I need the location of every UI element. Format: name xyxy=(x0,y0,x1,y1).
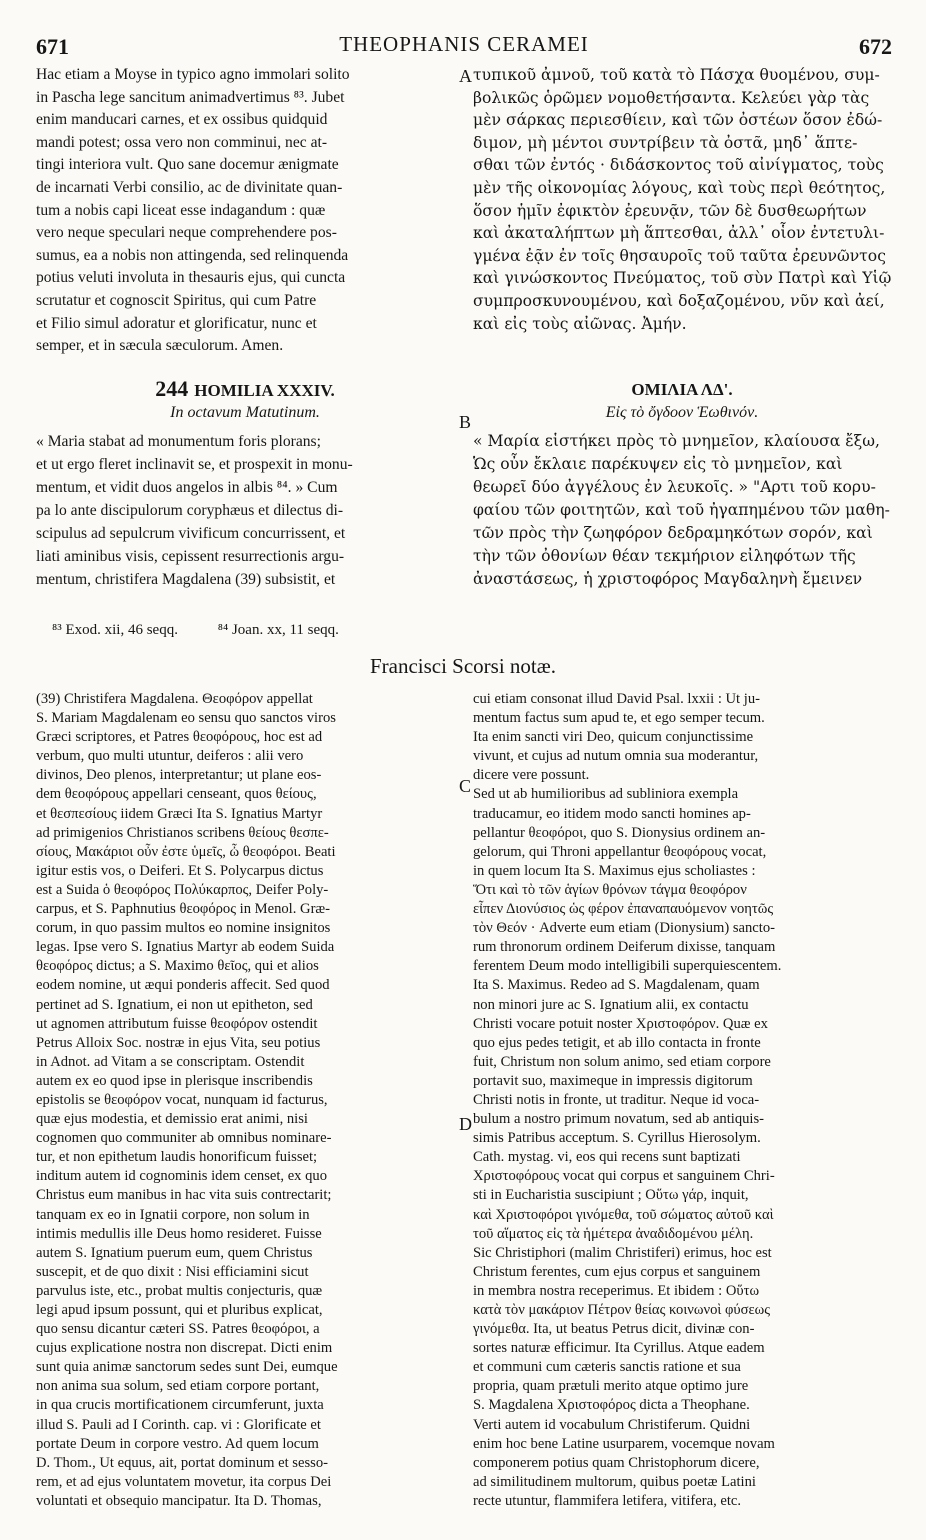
note-line: cognomen quo communiter ab omnibus nominare- xyxy=(36,1130,332,1147)
latin-homily-text xyxy=(36,430,454,591)
note-line: portate Deum in corpore vestro. Ad quem locum xyxy=(36,1435,319,1452)
homily-latin-subtitle: In octavum Matutinum. xyxy=(170,404,320,421)
note-line: dicere vere possunt. xyxy=(473,767,590,784)
note-line: Græci scriptores, et Patres θεοφόρους, hoc est ad xyxy=(36,729,323,746)
note-line: in qua crucis mortificationem circumferunt, juxta xyxy=(36,1397,324,1414)
note-line: in quem locum Ita S. Maximus ejus scholiastes : xyxy=(473,862,756,879)
text-line: mandi potest; ossa vero non comminui, nec at- xyxy=(36,133,328,151)
note-line: legas. Ipse vero S. Ignatius Martyr ab eodem Suida xyxy=(36,939,335,956)
right-column-number: 672 xyxy=(859,34,892,59)
text-line: de incarnati Verbi consilio, ac de divinitate quan- xyxy=(36,178,343,196)
note-line: divinos, Deo plenos, interpretantur; ut plane eos- xyxy=(36,767,322,784)
note-line: Ita S. Maximus. Redeo ad S. Magdalenam, quam xyxy=(473,977,760,994)
note-line: corum, in quo passim multos eo nomine insignitos xyxy=(36,920,331,937)
text-line: « Maria stabat ad monumentum foris plorans; xyxy=(36,433,321,450)
text-line: potius veluti involuta in thesauris ejus, qui cuncta xyxy=(36,269,346,287)
homily-number: 244 xyxy=(155,376,189,401)
text-line: βολικῶς ὁρῶμεν νομοθετήσαντα. Κελεύει γὰρ τὰς xyxy=(473,88,870,107)
note-line: τοῦ αἵματος εἰς τὰ ἡμέτερα ἀναδιδομένου μέλη. xyxy=(473,1225,754,1242)
note-line: autem S. Ignatium puerum eum, quem Christus xyxy=(36,1244,313,1261)
text-line: tingi interiora vult. Quo sane docemur ænigmate xyxy=(36,156,339,174)
reference-john: ⁸⁴ Joan. xx, 11 seqq. xyxy=(217,622,339,638)
note-line: eodem nomine, ut æqui ponderis affecit. Sed quod xyxy=(36,977,330,994)
text-line: καὶ εἰς τοὺς αἰῶνας. Ἀμήν. xyxy=(473,314,687,333)
text-line: et ut ergo fleret inclinavit se, et prospexit in monu- xyxy=(36,456,353,473)
note-line: voluntati et obsequio mancipatur. Ita D. Thomas, xyxy=(36,1492,322,1509)
note-line: inditum autem id cognominis idem censet, ex quo xyxy=(36,1168,328,1185)
note-line: sti in Eucharistia suscipiunt ; Οὕτω γάρ, inquit, xyxy=(473,1187,749,1204)
note-line: quo ejus pedes tetigit, et ab illo contacta in fronte xyxy=(473,1034,761,1051)
note-line: καὶ Χριστοφόροι γινόμεθα, τοῦ σώματος αὐτοῦ καὶ xyxy=(473,1206,774,1223)
text-line: τυπικοῦ ἀμνοῦ, τοῦ κατὰ τὸ Πάσχα θυομένου, συμ- xyxy=(473,66,880,84)
margin-letter-b: B xyxy=(459,412,472,432)
note-line: θεοφόρος dictus; a S. Maximo θεῖος, qui et alios xyxy=(36,958,319,975)
note-line: gelorum, qui Throni appellantur θεοφόρους vocat, xyxy=(473,843,767,860)
text-line: tum a nobis capi liceat esse indagandum : quæ xyxy=(36,201,326,219)
note-line: verbum, quo multi utuntur, deiferos : alii vero xyxy=(36,748,304,765)
greek-text-top xyxy=(473,64,891,335)
note-line: non anima sua solum, sed etiam corpore portant, xyxy=(36,1378,320,1395)
note-line: D. Thom., Ut equus, ait, portat dominum et sesso- xyxy=(36,1454,328,1471)
homily-latin-heading: HOMILIA XXXIV. xyxy=(194,381,335,400)
text-line: pa lo ante discipulorum coryphæus et dilectus di- xyxy=(36,502,344,519)
text-line: et Filio simul adoratur et glorificatur, nunc et xyxy=(36,314,317,332)
page-header xyxy=(36,28,892,62)
note-line: pellantur θεοφόροι, quo S. Dionysius ordinem an- xyxy=(473,824,766,841)
note-line: non minori jure ac S. Ignatium alii, ex contactu xyxy=(473,996,749,1013)
note-line: cui etiam consonat illud David Psal. lxxii : Ut ju- xyxy=(473,691,760,707)
text-line: μὲν τῆς οἰκονομίας λόγους, καὶ τοὺς περὶ θεότητος, xyxy=(473,178,886,197)
text-line: ὅσον ἡμῖν ἐφικτὸν ἐρευνᾷν, τῶν δὲ δυσθεωρήτων xyxy=(473,201,867,220)
running-title: THEOPHANIS CERAMEI xyxy=(339,32,589,56)
note-line: rum thronorum ordinem Deiferum dixisse, tanquam xyxy=(473,939,776,956)
margin-letter-a: A xyxy=(459,66,472,86)
note-line: Christi vocare potuit noster Χριστοφόρον. Quæ ex xyxy=(473,1015,768,1032)
note-line: fuit, Christum non solum animo, sed etiam corpore xyxy=(473,1053,771,1070)
note-line: Sed ut ab humilioribus ad subliniora exempla xyxy=(473,786,739,803)
text-line: scipulus ad sepulcrum vivificum concurrissent, et xyxy=(36,525,346,542)
homily-greek-title: ΟΜΙΛΙΑ ΛΔ'. xyxy=(631,380,733,399)
note-line: pertinet ad S. Ignatium, ei non ut epitheton, sed xyxy=(36,996,313,1013)
text-line: Hac etiam a Moyse in typico agno immolari solito xyxy=(36,66,350,83)
note-line: ferentem Deum modo intelligibili superquiescentem. xyxy=(473,958,782,975)
note-line: Verti autem id vocabulum Christiferum. Quidni xyxy=(473,1416,751,1433)
text-line: καὶ γινώσκοντος Πνεύματος, τοῦ σὺν Πατρὶ καὶ Υἱῷ xyxy=(473,269,891,288)
note-line: sortes naturæ efficimur. Ita Cyrillus. Atque eadem xyxy=(473,1340,765,1357)
note-line: cujus explicatione nostra non discrepat. Dicti enim xyxy=(36,1340,333,1357)
notes-right-column xyxy=(473,690,891,1511)
note-line: εἶπεν Διονύσιος ὡς φέρον ἐπαναπαυόμενον νοητῶς xyxy=(473,901,774,918)
note-line: ut agnomen attributum fuisse θεοφόρον ostendit xyxy=(36,1015,318,1032)
note-line: carpus, et S. Paphnutius θεοφόρος in Menol. Græ- xyxy=(36,901,331,918)
text-line: σθαι τῶν ἐντός · διδάσκοντος τοῦ αἰνίγματος, τοὺς xyxy=(473,156,884,175)
note-line: rem, et ad ejus voluntatem movetur, ita corpus Dei xyxy=(36,1473,332,1490)
latin-text-top xyxy=(36,64,454,358)
note-line: σίους, Μακάριοι οὖν ἐστε ὑμεῖς, ὦ θεοφόροι. Beati xyxy=(36,843,336,860)
text-line: liati aminibus visis, cepissent resurrectionis argu- xyxy=(36,548,345,565)
homily-latin-title xyxy=(36,376,454,402)
note-line: tanquam ex eo in Ignatii corpore, non solum in xyxy=(36,1206,310,1223)
note-line: portavit suo, maximeque in impressis digitorum xyxy=(473,1072,753,1089)
note-line: componerem potius quam Christophorum dicere, xyxy=(473,1454,760,1471)
note-line: vivunt, et cujus ad nutum omnia sua moderantur, xyxy=(473,748,759,765)
note-line: Christus eum manibus in hac vita suis contrectarit; xyxy=(36,1187,332,1204)
note-line: quæ ejus modestia, et demissio erat animi, nisi xyxy=(36,1111,308,1128)
note-line: enim hoc bene Latine usurparem, vocemque novam xyxy=(473,1435,775,1452)
note-line: propria, quam prætuli merito atque optimo jure xyxy=(473,1378,749,1395)
note-line: quo sensu dicantur cæteri SS. Patres θεοφόροι, a xyxy=(36,1321,320,1338)
note-line: igitur estis vos, o Deiferi. Et S. Polycarpus dictus xyxy=(36,862,324,879)
greek-homily-text xyxy=(473,430,891,591)
note-line: dem θεοφόρους appellari censeant, quos θείους, xyxy=(36,786,317,803)
text-line: semper, et in sæcula sæculorum. Amen. xyxy=(36,337,284,355)
homily-greek-subtitle: Εἰς τὸ ὄγδοον Ἑωθινόν. xyxy=(605,404,759,421)
reference-exodus: ⁸³ Exod. xii, 46 seqq. xyxy=(52,622,178,638)
text-line: Ὡς οὖν ἔκλαιε παρέκυψεν εἰς τὸ μνημεῖον, καὶ xyxy=(473,455,843,473)
note-line: legi apud ipsum possunt, qui et pluribus explicat, xyxy=(36,1302,323,1318)
text-line: διμον, μὴ μέντοι συντρίβειν τὰ ὀστᾶ, μηδ᾽ ἅπτε- xyxy=(473,133,858,152)
note-line: epistolis se θεοφόρον vocat, nunquam id facturus, xyxy=(36,1091,328,1108)
text-line: « Μαρία εἱστήκει πρὸς τὸ μνημεῖον, κλαίουσα ἔξω, xyxy=(473,432,880,450)
note-line: Cath. mystag. vi, eos qui recens sunt baptizati xyxy=(473,1149,741,1166)
text-line: συμπροσκυνουμένου, καὶ δοξαζομένου, νῦν καὶ ἀεί, xyxy=(473,291,885,310)
note-line: Ὅτι καὶ τὸ τῶν ἁγίων θρόνων τάγμα θεοφόρον xyxy=(473,881,747,898)
note-line: sunt quia animæ sanctorum sedes sunt Dei, eumque xyxy=(36,1359,338,1376)
text-line: τὴν τῶν ὀθονίων θέαν τεκμήριον εἰληφότων τῆς xyxy=(473,547,856,565)
margin-letter-c: C xyxy=(459,776,472,796)
left-column-number: 671 xyxy=(36,34,69,59)
text-line: mentum, et vidit duos angelos in albis ⁸⁴. » Cum xyxy=(36,479,338,496)
text-line: vero neque speculari neque comprehendere pos- xyxy=(36,224,337,242)
notes-left-column xyxy=(36,690,454,1511)
text-line: τῶν πρὸς τὴν ζωηφόρον δεδραμηκότων σορόν, καὶ xyxy=(473,524,873,542)
note-line: est a Suida ὁ θεοφόρος Πολύκαρπος, Deifer Poly- xyxy=(36,881,329,898)
text-line: μὲν σάρκας περιεσθίειν, καὶ τῶν ὀστέων ὅσον ἐδώ- xyxy=(473,111,883,130)
note-line: τὸν Θεόν · Adverte eum etiam (Dionysium) sancto- xyxy=(473,920,775,937)
note-line: Christum ferentes, cum ejus corpus et sanguinem xyxy=(473,1263,761,1280)
text-line: enim manducari carnes, et ex ossibus quidquid xyxy=(36,111,328,129)
scripture-references xyxy=(52,622,375,639)
note-line: intimis medullis ille Deus homo resideret. Fuisse xyxy=(36,1225,322,1242)
note-line: κατὰ τὸν μακάριον Πέτρον θείας κοινωνοὶ φύσεως xyxy=(473,1302,770,1318)
text-line: in Pascha lege sancitum animadvertimus ⁸³. Jubet xyxy=(36,88,345,106)
note-line: S. Mariam Magdalenam eo sensu quo sanctos viros xyxy=(36,710,336,727)
note-line: bulum a nostro primum novatum, sed ab antiquis- xyxy=(473,1111,765,1128)
note-line: (39) Christifera Magdalena. Θεοφόρον appellat xyxy=(36,691,313,707)
text-line: φαίου τῶν φοιτητῶν, καὶ τοῦ ἠγαπημένου τῶν μαθη- xyxy=(473,501,890,519)
note-line: traducamur, eo itidem modo sancti homines ap- xyxy=(473,805,751,822)
note-line: et communi cum cæteris sanctis ratione et sua xyxy=(473,1359,741,1376)
note-line: Χριστοφόρους vocat qui corpus et sanguinem Chri- xyxy=(473,1168,775,1185)
text-line: καὶ ἀκαταλήπτων μὴ ἅπτεσθαι, ἀλλ᾽ οἷον ἐντετυλι- xyxy=(473,224,885,243)
note-line: in Adnot. ad Vitam a se conscriptam. Ostendit xyxy=(36,1053,305,1070)
notes-heading: Francisci Scorsi notæ. xyxy=(369,654,557,678)
note-line: ad primigenios Christianos scribens θείους θεσπε- xyxy=(36,824,329,841)
text-line: ἀναστάσεως, ἡ χριστοφόρος Μαγδαληνὴ ἔμεινεν xyxy=(473,570,863,588)
note-line: Christi notis in fronte, ut traditur. Neque id voca- xyxy=(473,1091,760,1108)
text-line: mentum, christifera Magdalena (39) subsistit, et xyxy=(36,571,336,588)
margin-letter-d: D xyxy=(459,1114,472,1134)
note-line: simis Patribus acceptum. S. Cyrillus Hierosolym. xyxy=(473,1130,761,1147)
note-line: et θεσπεσίους iidem Græci Ita S. Ignatius Martyr xyxy=(36,805,323,822)
note-line: mentum factus sum apud te, et ego semper tecum. xyxy=(473,710,765,727)
note-line: parvulus iste, etc., probat multis conjecturis, quæ xyxy=(36,1282,323,1299)
note-line: Sic Christiphori (malim Christiferi) erimus, hoc est xyxy=(473,1244,772,1261)
note-line: recte utuntur, flammifera letifera, vitifera, etc. xyxy=(473,1492,742,1509)
text-line: γμένα ἐᾷν ἐν τοῖς θησαυροῖς τοῦ ταῦτα ἐρευνῶντος xyxy=(473,246,886,265)
note-line: tur, et non epithetum laudis honorificum fuisset; xyxy=(36,1149,318,1166)
note-line: γινόμεθα. Ita, ut beatus Petrus dicit, divinæ con- xyxy=(473,1321,755,1338)
text-line: sumus, ea a nobis non attingenda, sed relinquenda xyxy=(36,246,349,264)
note-line: Petrus Alloix Soc. nostræ in ejus Vita, seu potius xyxy=(36,1034,321,1051)
note-line: in membra nostra receperimus. Et ibidem : Οὕτω xyxy=(473,1282,760,1299)
note-line: S. Magdalena Χριστοφόρος dicta a Theophane. xyxy=(473,1397,750,1414)
text-line: scrutatur et cognoscit Spiritus, qui cum Patre xyxy=(36,291,317,309)
note-line: suscepit, et de quo dixit : Nisi efficiamini sicut xyxy=(36,1263,309,1280)
note-line: ad similitudinem multorum, quibus poetæ Latini xyxy=(473,1473,756,1490)
note-line: Ita enim sancti viri Deo, quicum conjunctissime xyxy=(473,729,754,746)
note-line: autem ex eo quod ipse in plerisque inscribendis xyxy=(36,1072,313,1089)
text-line: θεωρεῖ δύο ἀγγέλους ἐν λευκοῖς. » "Αρτι τοῦ κορυ- xyxy=(473,478,876,496)
note-line: illud S. Pauli ad I Corinth. cap. vi : Glorificate et xyxy=(36,1416,321,1433)
